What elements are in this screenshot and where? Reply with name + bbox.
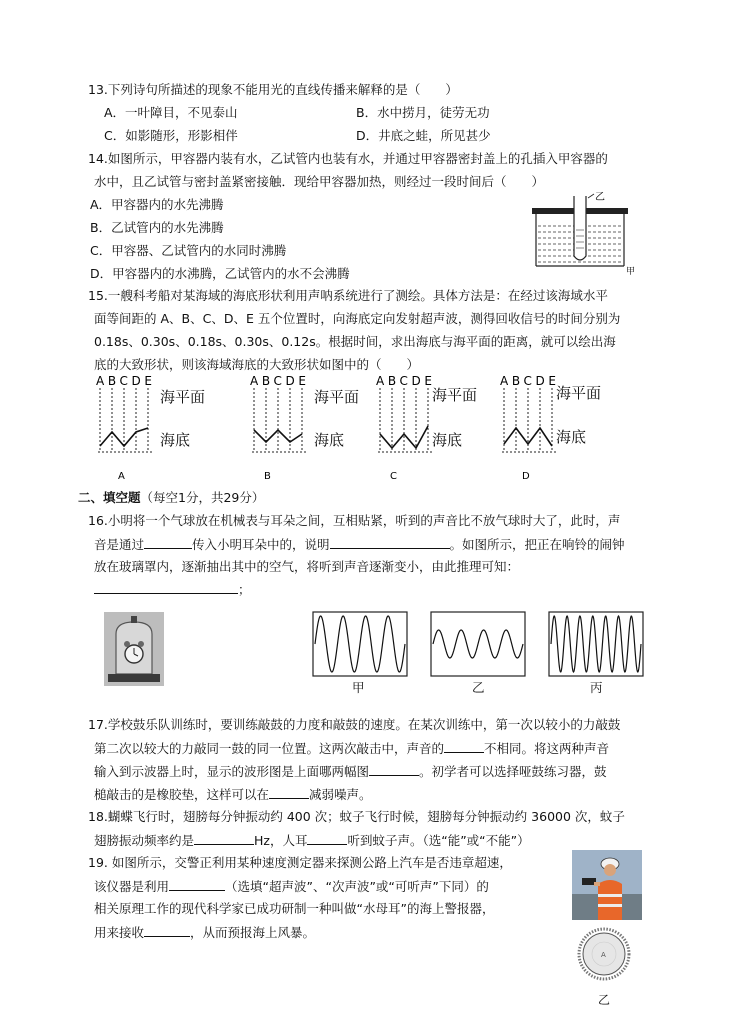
q19-line2 [94,877,489,895]
sea-level-label: 海平面 [556,384,602,402]
q19-text: ，从而预报海上风暴。 [190,925,316,940]
points-label: ABCDE [250,374,306,388]
q17-text: 。初学者可以选择哑鼓练习器，鼓 [419,764,607,779]
q18-text: Hz，人耳 [254,833,308,848]
points-label: ABCDE [96,374,152,388]
waveform-bing [548,611,644,677]
q16-text: 音是通过 [94,537,145,552]
q18-blank-2[interactable] [307,831,347,845]
points-label: ABCDE [500,374,556,388]
q17-text: 输入到示波器上时，显示的波形图是上面哪两幅图 [94,764,370,779]
q14-option-b: B．乙试管内的水先沸腾 [90,220,224,235]
seabed-label: 海底 [314,431,345,449]
points-label: ABCDE [376,374,432,388]
q19-text: 该仪器是利用 [94,879,170,894]
q14-option-a: A．甲容器内的水先沸腾 [90,197,224,212]
seabed-label: 海底 [432,431,463,449]
q19-line1: 19. 如图所示，交警正利用某种速度测定器来探测公路上汽车是否违章超速， [88,855,512,870]
wave-label-jia: 甲 [352,680,365,695]
q17-blank-1[interactable] [444,739,484,753]
q18-text: 翅膀振动频率约是 [94,833,195,848]
waveform-yi [430,611,526,677]
q16-text: 传入小明耳朵中的，说明 [192,537,330,552]
q18-text: 听到蚊子声。（选“能”或“不能”） [347,833,530,848]
q16-text: 。如图所示，把正在响铃的闹钟 [449,537,625,552]
q14-option-d: D．甲容器内的水沸腾，乙试管内的水不会沸腾 [90,266,350,281]
q19-blank-2[interactable] [144,923,190,937]
q16-line2 [94,535,625,553]
q17-line1: 17.学校鼓乐队训练时，要训练敲鼓的力度和敲鼓的速度。在某次训练中，第一次以较小的力敲鼓 [88,717,621,732]
q17-line2 [94,739,609,757]
q15-stem-line1: 15.一艘科考船对某海域的海底形状利用声呐系统进行了测绘。具体方法是：在经过该海域水平 [88,288,608,303]
wave-label-bing: 丙 [590,680,603,695]
q16-line1: 16.小明将一个气球放在机械表与耳朵之间，互相贴紧，听到的声音比不放气球时大了，此时，声 [88,513,621,528]
q16-line3: 放在玻璃罩内，逐渐抽出其中的空气，将听到声音逐渐变小，由此推理可知： [94,559,520,574]
q17-text: 槌敲击的是橡胶垫，这样可以在 [94,787,270,802]
q17-line4 [94,785,372,803]
q17-line3 [94,762,607,780]
waveform-jia [312,611,408,677]
q14-option-c: C．甲容器、乙试管内的水同时沸腾 [90,243,287,258]
choice-label-d: D [522,471,530,482]
choice-label-b: B [264,471,271,482]
choice-label-c: C [390,471,397,482]
seabed-label: 海底 [556,428,587,446]
q14-stem-line2: 水中，且乙试管与密封盖紧密接触．现给甲容器加热，则经过一段时间后（ ） [94,174,545,189]
choice-label-a: A [118,471,125,482]
q18-line1: 18.蝴蝶飞行时，翅膀每分钟振动约 400 次；蚊子飞行时候，翅膀每分钟振动约 36000 次，蚊子 [88,809,625,824]
q19-blank-1[interactable] [169,877,225,891]
wave-label-yi: 乙 [472,680,485,695]
bell-jar-photo [104,612,164,686]
svg-text:A: A [601,951,606,959]
traffic-police-photo [572,850,642,920]
q13-option-d: D．井底之蛙，所见甚少 [356,128,491,143]
q13-option-c: C．如影随形，形影相伴 [104,128,238,143]
q14-container-label: 甲 [626,267,636,276]
q17-text: 减弱噪声。 [309,787,372,802]
q14-stem-line1: 14.如图所示，甲容器内装有水，乙试管内也装有水，并通过甲容器密封盖上的孔插入甲容器的 [88,151,608,166]
q17-blank-3[interactable] [269,785,309,799]
section-heading [78,489,264,506]
q19-text: （选填“超声波”、“次声波”或“可听声”下同）的 [225,879,489,894]
q18-line2 [94,831,530,849]
q19-text: 用来接收 [94,925,145,940]
q13-option-a: A．一叶障目，不见泰山 [104,105,238,120]
seabed-label: 海底 [160,431,191,449]
q19-line4 [94,923,315,941]
jellyfish-ear-label: 乙 [598,993,611,1007]
q16-text: ； [238,582,251,597]
q15-stem-line2: 面等间距的 A、B、C、D、E 五个位置时，向海底定向发射超声波，测得回收信号的时间分别为 [94,311,621,326]
q16-line4 [94,580,251,598]
q13-option-b: B．水中捞月，徒劳无功 [356,105,490,120]
q17-text: 不相同。将这两种声音 [484,741,610,756]
sea-level-label: 海平面 [432,386,478,404]
q17-text: 第二次以较大的力敲同一鼓的同一位置。这两次敲击中，声音的 [94,741,445,756]
q14-tube-label: 乙 [595,192,605,203]
section-title: 二、填空题 [78,490,141,505]
q16-blank-3[interactable] [94,580,238,594]
jellyfish-ear-figure [576,926,632,986]
q13-stem: 13.下列诗句所描述的现象不能用光的直线传播来解释的是（ ） [88,82,458,97]
q15-stem-line4: 底的大致形状，则该海域海底的大致形状如图中的（ ） [94,357,420,372]
q17-blank-2[interactable] [369,762,419,776]
sea-level-label: 海平面 [314,388,360,406]
q16-blank-2[interactable] [330,535,450,549]
q15-stem-line3: 0.18s、0.30s、0.18s、0.30s、0.12s。根据时间，求出海底与海平面的距离，就可以绘出海 [94,334,616,349]
sea-level-label: 海平面 [160,388,206,406]
section-note: （每空1分，共29分） [140,490,265,505]
q18-blank-1[interactable] [194,831,254,845]
q19-line3: 相关原理工作的现代科学家已成功研制一种叫做“水母耳”的海上警报器， [94,901,495,916]
q14-beaker-figure [530,190,640,276]
q16-blank-1[interactable] [144,535,192,549]
